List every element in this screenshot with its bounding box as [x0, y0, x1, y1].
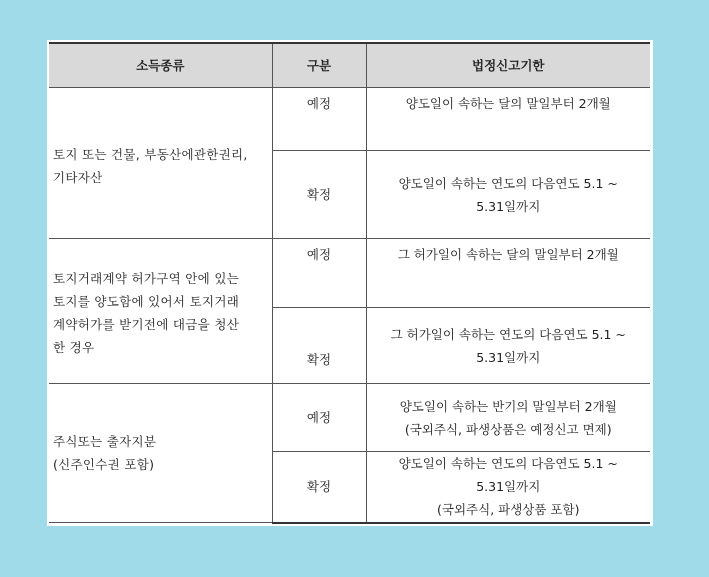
income-type-line: 주식또는 출자지분	[53, 434, 157, 449]
deadline-cell	[366, 452, 650, 523]
income-type-line: 한 경우	[53, 340, 95, 355]
deadline-line: 양도일이 속하는 연도의 다음연도 5.1 ~	[398, 175, 618, 191]
deadline-cell	[366, 308, 650, 384]
deadline-line: 양도일이 속하는 달의 말일부터 2개월	[405, 96, 611, 111]
header-legal-deadline: 법정신고기한	[366, 43, 650, 88]
deadline-cell	[366, 88, 650, 151]
income-type-line: 토지거래계약 허가구역 안에 있는	[53, 271, 240, 286]
deadline-line: (국외주식, 파생상품 포함)	[437, 502, 580, 518]
income-type-cell	[49, 384, 272, 523]
deadline-line: 그 허가일이 속하는 연도의 다음연도 5.1 ~	[390, 326, 626, 342]
classification-cell: 예정	[272, 88, 366, 151]
deadline-line: 5.31일까지	[476, 198, 541, 214]
deadline-line: 양도일이 속하는 반기의 말일부터 2개월	[399, 398, 617, 414]
header-classification: 구분	[272, 43, 366, 88]
deadline-line: 5.31일까지	[476, 479, 541, 495]
income-type-cell	[49, 88, 272, 239]
income-type-line: (신주인수권 포함)	[53, 457, 155, 472]
deadline-line: 그 허가일이 속하는 달의 말일부터 2개월	[397, 247, 619, 262]
tax-filing-deadline-table	[49, 42, 650, 524]
income-type-line: 계약허가를 받기전에 대금을 청산	[53, 317, 240, 332]
classification-cell: 예정	[272, 239, 366, 308]
document-panel	[47, 40, 653, 526]
income-type-line: 토지 또는 건물, 부동산에관한권리,	[53, 147, 248, 162]
deadline-line: (국외주식, 파생상품은 예정신고 면제)	[404, 421, 612, 437]
deadline-cell	[366, 384, 650, 452]
table-header-row	[49, 43, 650, 88]
income-type-line: 기타자산	[53, 170, 103, 185]
deadline-cell	[366, 151, 650, 239]
table-row	[49, 88, 650, 151]
classification-cell: 예정	[272, 384, 366, 452]
classification-cell: 확정	[272, 151, 366, 239]
classification-cell: 확정	[272, 308, 366, 384]
income-type-cell	[49, 239, 272, 384]
header-income-type: 소득종류	[49, 43, 272, 88]
deadline-line: 양도일이 속하는 연도의 다음연도 5.1 ~	[398, 456, 618, 472]
table-row	[49, 384, 650, 452]
income-type-line: 토지를 양도함에 있어서 토지거래	[53, 294, 240, 309]
deadline-line: 5.31일까지	[476, 349, 541, 365]
classification-cell: 확정	[272, 452, 366, 523]
table-row	[49, 239, 650, 308]
deadline-cell	[366, 239, 650, 308]
